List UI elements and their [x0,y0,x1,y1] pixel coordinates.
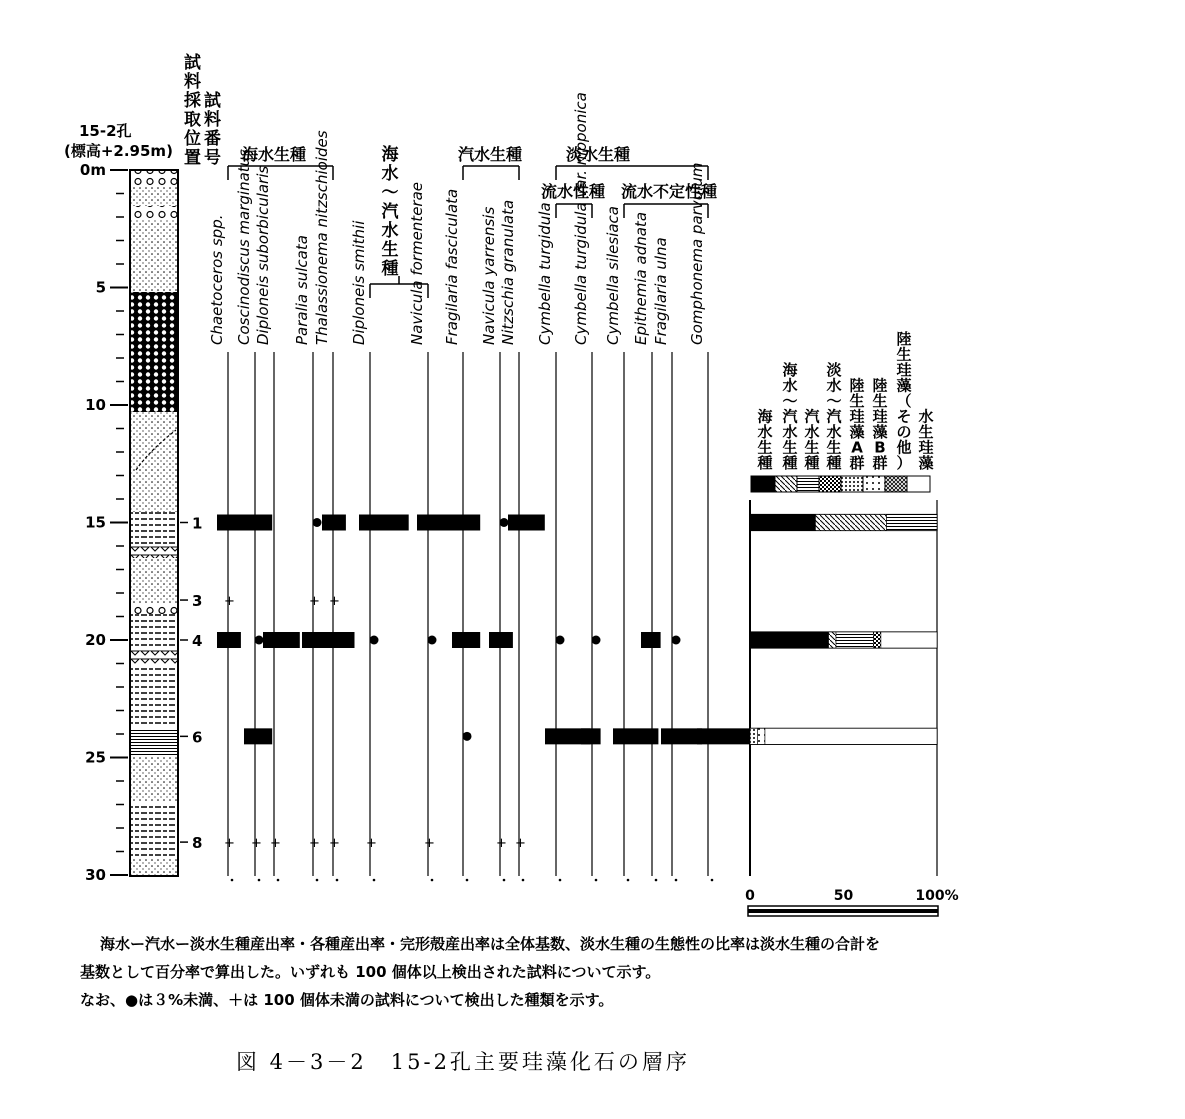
taxon-name: Epithemia adnata [632,211,650,345]
composition-segment [757,728,764,744]
sample-number: 8 [192,834,203,853]
low-count-plus: + [515,836,526,852]
abundance-bar [417,515,458,531]
abundance-bar [359,515,409,531]
low-count-plus: + [224,594,235,610]
sample-number: 4 [192,632,203,650]
composition-axis-label: 50 [833,888,854,904]
taxon-base-dot [655,879,658,882]
taxon-name: Diploneis smithii [350,220,368,345]
taxon-base-dot [559,879,562,882]
taxon-name: Navicula formenterae [408,181,426,345]
note-line-1: 海水ー汽水ー淡水生種産出率・各種産出率・完形殻産出率は全体基数、淡水生種の生態性の比率は淡水生種の合計を [100,935,881,953]
taxon-base-dot [336,879,339,882]
depth-tick-label: 5 [95,278,106,297]
rare-dot [370,636,379,645]
sample-number: 1 [192,514,203,533]
composition-segment [881,632,937,648]
lithology-column [130,170,178,876]
borehole-elevation: (標高+2.95m) [64,142,173,160]
rare-dot [592,636,601,645]
taxon-name: Gomphonema parvulum [688,162,706,345]
low-count-plus: + [329,836,340,852]
group-label: 汽水生種 [458,145,523,164]
scale-bar [748,906,938,916]
taxon-name: Cymbella turgidula [536,202,554,345]
composition-legend-label: 海水生種 [757,407,773,472]
taxon-base-dot [431,879,434,882]
taxon-name: Fragilaria ulna [652,237,670,345]
abundance-bar [322,515,346,531]
composition-segment [887,515,937,531]
composition-legend-label: 水生珪藻 [918,407,934,472]
taxon-name: Navicula yarrensis [480,206,498,345]
rare-dot [500,518,509,527]
abundance-bar [661,728,702,744]
abundance-bar [581,728,601,744]
taxon-base-dot [316,879,319,882]
composition-legend-swatch [907,476,930,492]
composition-axis-label: 100% [915,888,959,904]
abundance-bar [452,515,480,531]
composition-legend-swatch [775,476,797,492]
sample-number: 6 [192,728,203,747]
group-label: 流水性種 [541,182,606,201]
taxon-base-dot [466,879,469,882]
composition-segment [873,632,880,648]
group-label: 海水〜汽水生種 [381,145,399,279]
abundance-bar [322,632,355,648]
abundance-bar [508,515,545,531]
composition-legend-label: 陸生珪藻（その他） [896,330,912,472]
taxon-name: Coscinodiscus marginatus [235,149,253,345]
group-label: 流水不定性種 [621,182,718,201]
abundance-bar [697,728,751,744]
sample-position-header: 試料採取位置 [184,53,201,168]
taxon-name: Thalassionema nitzschioides [313,130,331,345]
taxon-base-dot [258,879,261,882]
composition-legend-swatch [885,476,907,492]
rare-dot [556,636,565,645]
rare-dot-symbol: ● [684,644,685,645]
rare-dot [428,636,437,645]
composition-segment [815,515,886,531]
composition-legend-label: 淡水〜汽水生種 [826,361,842,472]
note-line-3: なお、●は３%未満、＋は 100 個体未満の試料について検出した種類を示す。 [80,991,614,1009]
low-count-plus: + [309,836,320,852]
abundance-bar [244,515,272,531]
taxon-base-dot [675,879,678,882]
taxon-name: Cymbella silesiaca [604,206,622,345]
composition-segment [750,632,829,648]
composition-legend-label: 陸生珪藻 A 群 [849,376,865,472]
composition-chart [745,330,959,904]
low-count-plus: + [270,836,281,852]
composition-legend-swatch [751,476,775,492]
composition-legend-swatch [819,476,841,492]
taxon-base-dot [231,879,234,882]
taxon-name: Diploneis suborbicularis [254,165,272,345]
abundance-bar [263,632,300,648]
low-count-plus: + [496,836,507,852]
low-count-plus: + [251,836,262,852]
composition-legend-label: 陸生珪藻 B 群 [872,376,888,472]
borehole-name: 15-2孔 [79,122,132,140]
taxon-base-dot [503,879,506,882]
sample-number-header: 試料番号 [204,91,221,168]
taxon-name: Chaetoceros spp. [208,214,226,345]
composition-legend-swatch [797,476,819,492]
depth-tick-label: 25 [85,748,106,767]
composition-axis-label: 0 [745,888,755,904]
abundance-bar [641,632,661,648]
depth-tick-label: 10 [85,396,106,414]
composition-segment [765,728,937,744]
depth-tick-label: 20 [85,631,106,649]
low-count-plus: + [309,594,320,610]
composition-segment [750,515,815,531]
rare-dot [255,636,264,645]
depth-tick-label: 15 [85,513,106,532]
rare-dot-symbol: ● [382,644,383,645]
taxon-base-dot [277,879,280,882]
group-label: 海水生種 [242,145,307,164]
composition-legend-swatch [841,476,863,492]
low-count-plus: + [224,836,235,852]
taxon-base-dot [711,879,714,882]
taxon-name: Nitzschia granulata [499,199,517,345]
composition-legend-label: 汽水生種 [804,407,820,472]
composition-legend-label: 海水〜汽水生種 [782,361,798,472]
note-line-2: 基数として百分率で算出した。いずれも 100 個体以上検出された試料について示す。 [80,963,661,981]
rare-dot-symbol: ● [604,644,605,645]
rare-dot [463,732,472,741]
abundance-bar [489,632,513,648]
low-count-plus: + [424,836,435,852]
rare-dot [313,518,322,527]
taxon-base-dot [522,879,525,882]
composition-segment [829,632,836,648]
taxon-base-dot [373,879,376,882]
rare-dot [672,636,681,645]
taxon-base-dot [595,879,598,882]
abundance-bar [244,728,272,744]
low-count-plus: + [366,836,377,852]
low-count-plus: + [329,594,340,610]
rare-dot-symbol: ● [568,644,569,645]
taxon-base-dot [627,879,630,882]
figure-title: 図 4－3－2 15-2孔主要珪藻化石の層序 [236,1050,690,1074]
taxon-name: Cymbella turgidula var. nipponica [572,92,590,345]
abundance-bar [452,632,480,648]
taxa-layer [208,92,751,881]
rare-dot-symbol: ● [475,740,476,742]
taxon-name: Fragilaria fasciculata [443,188,461,345]
sample-number: 3 [192,592,203,611]
composition-legend-swatch [863,476,885,492]
composition-segment [836,632,873,648]
depth-tick-label: 0m [79,161,106,179]
sample-marks [180,515,202,853]
group-label: 淡水生種 [566,145,631,164]
taxon-name: Paralia sulcata [293,235,311,345]
depth-axis [80,161,128,884]
composition-segment [750,728,757,744]
rare-dot-symbol: ● [440,644,441,645]
depth-tick-label: 30 [85,866,106,884]
abundance-bar [217,632,241,648]
